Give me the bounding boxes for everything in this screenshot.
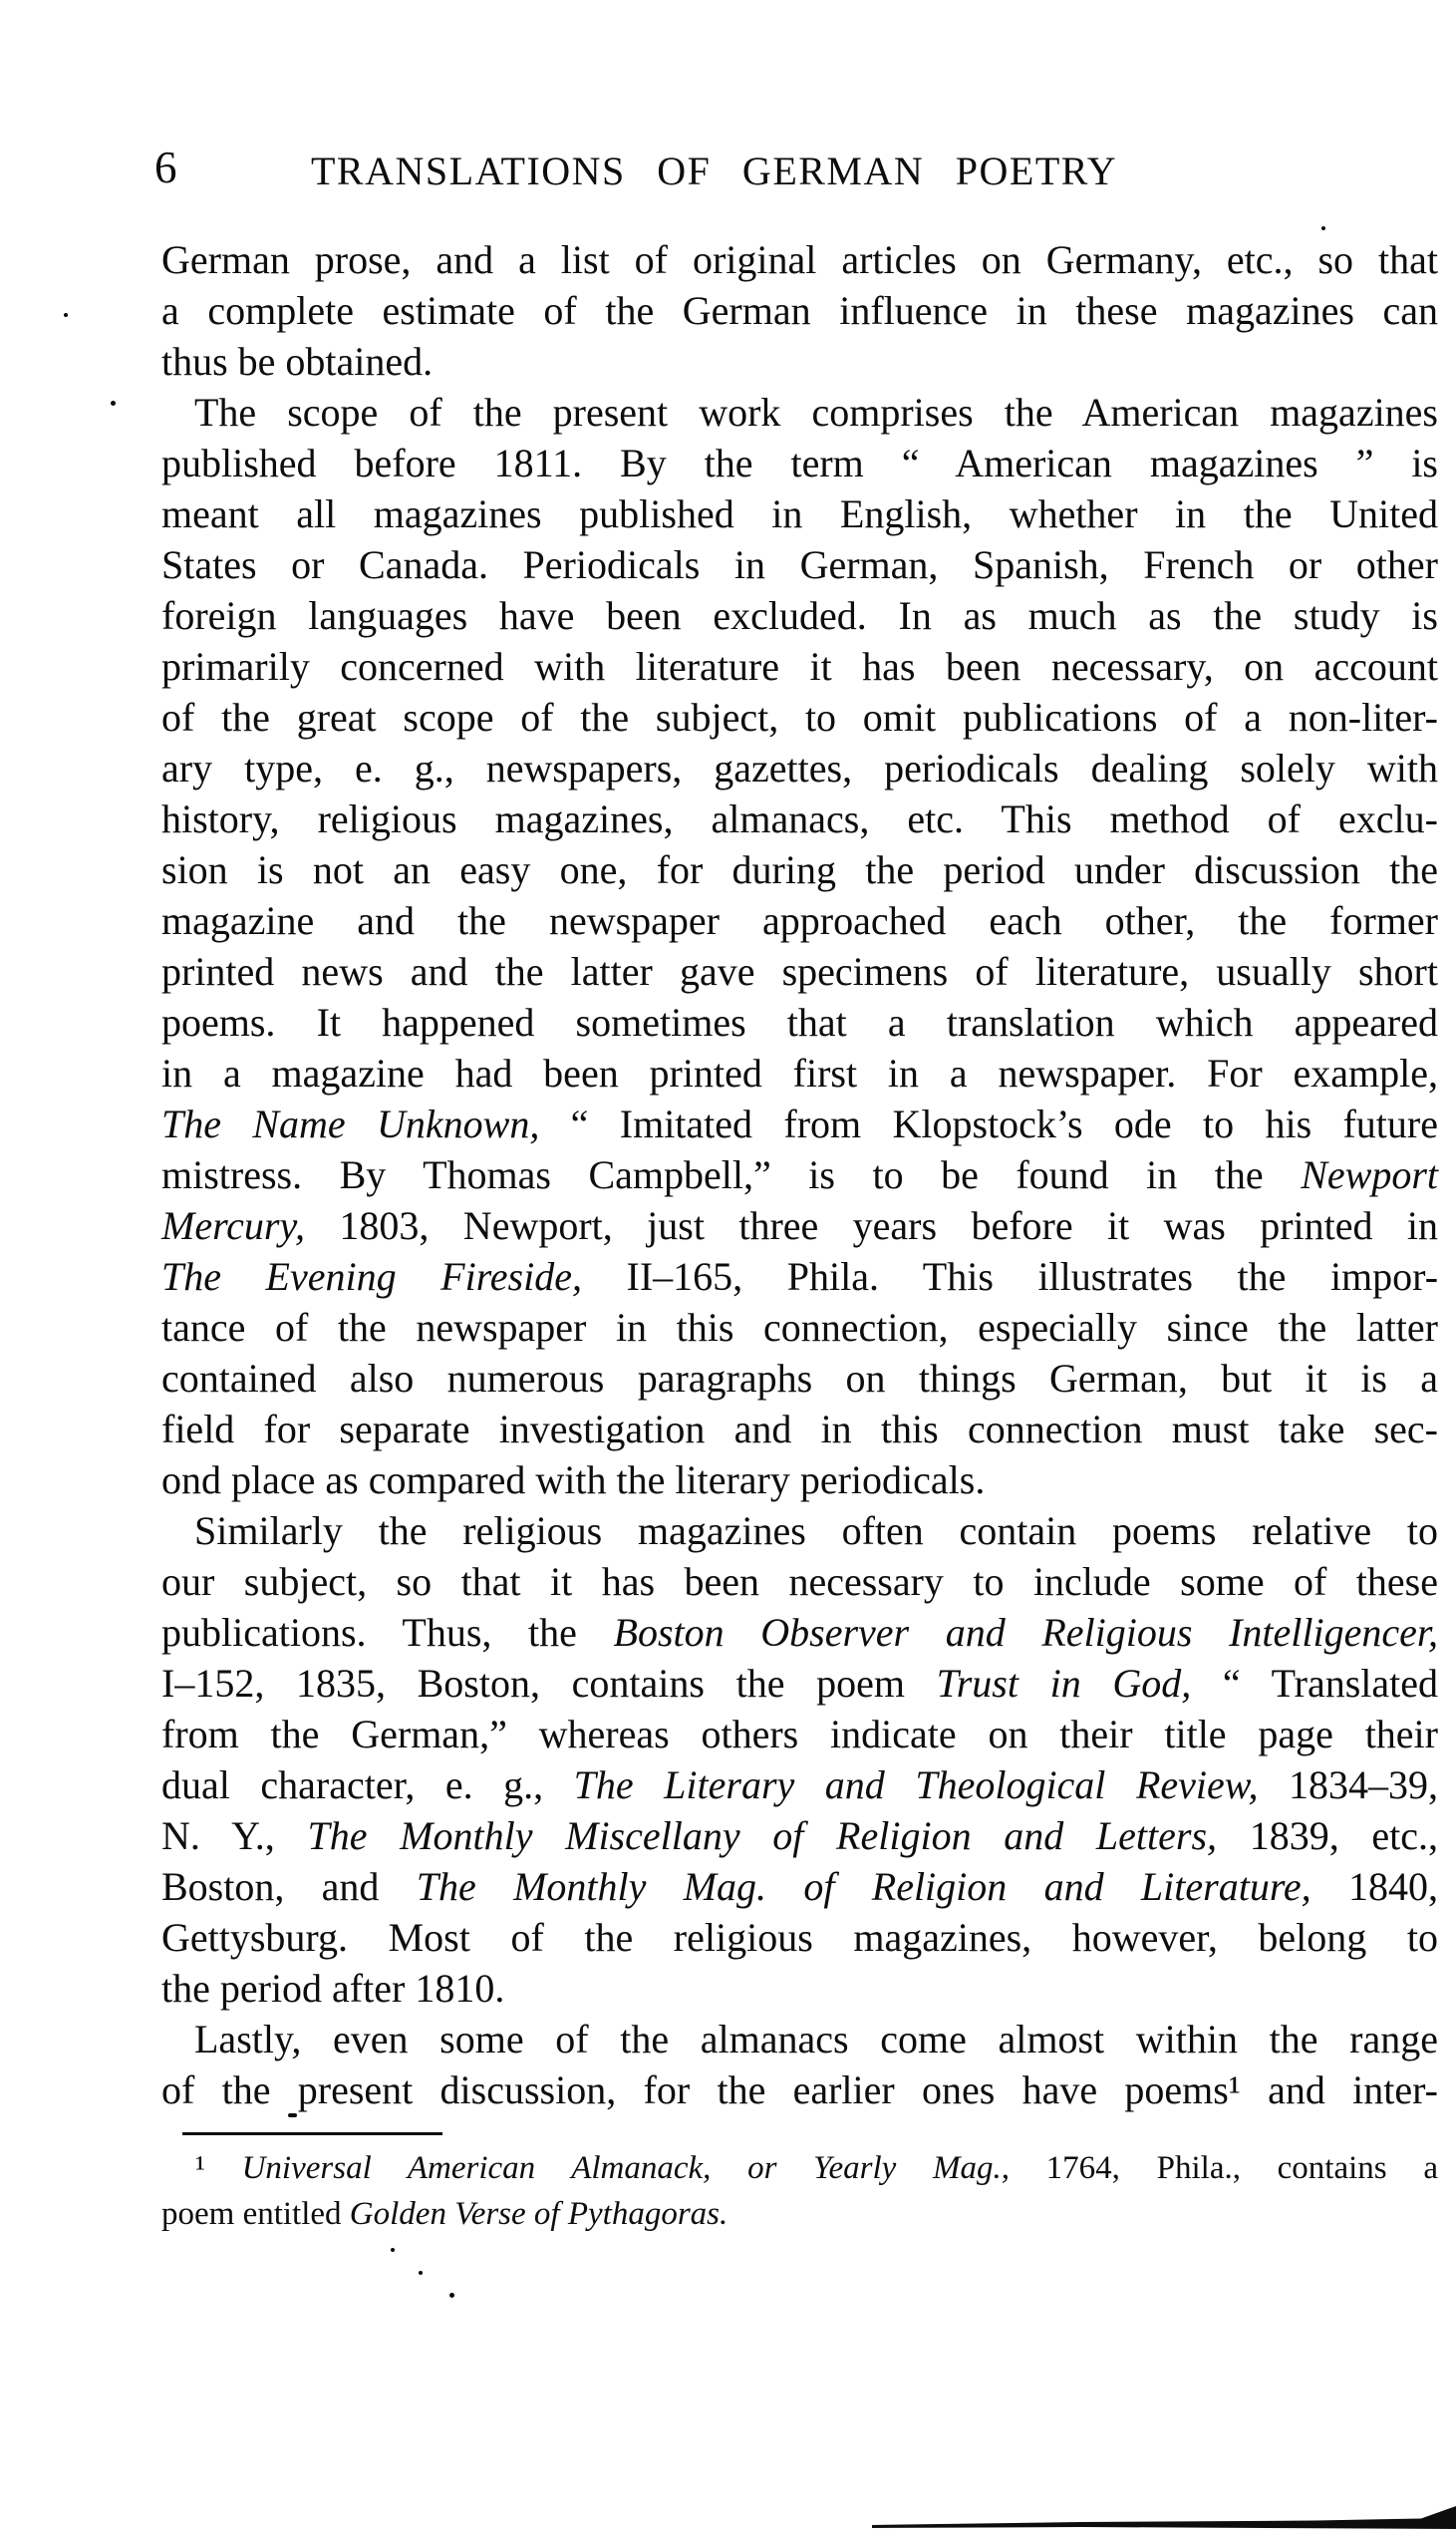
scan-speck: [288, 2113, 297, 2117]
text-segment: “ Translated: [1191, 1661, 1439, 1706]
italic-title-text: The Evening Fireside,: [161, 1254, 582, 1299]
text-line: [161, 1251, 1438, 1302]
text-line: [161, 539, 1438, 590]
text-line: [161, 234, 1438, 285]
paragraph: [161, 1505, 1438, 2014]
text-line: [161, 1404, 1438, 1454]
text-line: [161, 1963, 1438, 2014]
text-line: [161, 1759, 1438, 1810]
text-segment: 1803, Newport, just three years before it was printed in: [305, 1203, 1438, 1248]
text-line: [161, 387, 1438, 438]
text-line: [161, 1353, 1438, 1404]
text-segment: Similarly the religious magazines often contain poems relative to: [194, 1508, 1438, 1553]
text-segment: sion is not an easy one, for during the period under discussion the: [161, 847, 1438, 892]
text-segment: Lastly, even some of the almanacs come almost within the range: [194, 2017, 1438, 2061]
text-line: [161, 1099, 1438, 1149]
text-line: [161, 2191, 1438, 2237]
text-line: [161, 1200, 1438, 1251]
scan-speck: [449, 2293, 454, 2298]
text-line: [161, 1861, 1438, 1912]
text-segment: contained also numerous paragraphs on things German, but it is a: [161, 1356, 1438, 1401]
text-line: [161, 1556, 1438, 1607]
text-line: [161, 2145, 1438, 2191]
text-segment: 1764, Phila., contains a: [1009, 2150, 1438, 2186]
text-segment: meant all magazines published in English, whether in the United: [161, 491, 1438, 536]
running-title: TRANSLATIONS OF GERMAN POETRY: [311, 149, 1118, 193]
text-segment: in a magazine had been printed first in a newspaper. For example,: [161, 1051, 1438, 1096]
italic-title-text: Newport: [1301, 1152, 1438, 1197]
text-line: [161, 895, 1438, 946]
text-segment: field for separate investigation and in this connection must take sec-: [161, 1407, 1438, 1451]
text-line: [161, 488, 1438, 539]
text-segment: thus be obtained.: [161, 339, 434, 384]
text-segment: a complete estimate of the German influence in these magazines can: [161, 288, 1438, 333]
text-segment: German prose, and a list of original articles on Germany, etc., so that: [161, 237, 1438, 282]
scan-speck: [64, 313, 68, 317]
text-segment: ary type, e. g., newspapers, gazettes, periodicals dealing solely with: [161, 746, 1438, 791]
scan-speck: [419, 2271, 423, 2275]
text-line: [161, 1149, 1438, 1200]
text-segment: N. Y.,: [161, 1813, 308, 1858]
text-line: [161, 1454, 1438, 1505]
text-line: [161, 1810, 1438, 1861]
text-segment: tance of the newspaper in this connection, especially since the latter: [161, 1305, 1438, 1350]
text-line: [161, 692, 1438, 743]
text-line: [161, 1302, 1438, 1353]
paragraph: [161, 234, 1438, 387]
text-segment: 1839, etc.,: [1217, 1813, 1439, 1858]
text-line: [161, 438, 1438, 488]
text-line: [161, 793, 1438, 844]
text-segment: mistress. By Thomas Campbell,” is to be found in the: [161, 1152, 1302, 1197]
text-line: [161, 336, 1438, 387]
text-segment: ¹: [195, 2150, 242, 2186]
text-segment: Boston, and: [161, 1864, 417, 1909]
italic-title-text: Mercury,: [161, 1203, 306, 1248]
text-segment: poem entitled: [161, 2196, 350, 2232]
text-segment: printed news and the latter gave specimens of literature, usually short: [161, 949, 1438, 994]
footnote: [161, 2145, 1438, 2237]
text-segment: States or Canada. Periodicals in German, Spanish, French or other: [161, 542, 1438, 587]
text-line: [161, 590, 1438, 641]
text-segment: ond place as compared with the literary periodicals.: [161, 1457, 986, 1502]
italic-title-text: The Monthly Mag. of Religion and Literature,: [416, 1864, 1311, 1909]
italic-title-text: Universal American Almanack, or Yearly Mag.,: [241, 2150, 1010, 2186]
text-segment: magazine and the newspaper approached each other, the former: [161, 898, 1438, 943]
text-segment: of the great scope of the subject, to omit publications of a non-liter-: [161, 695, 1438, 740]
italic-title-text: The Literary and Theological Review,: [573, 1762, 1259, 1807]
text-segment: foreign languages have been excluded. In as much as the study is: [161, 593, 1438, 638]
text-segment: 1840,: [1310, 1864, 1438, 1909]
scan-artifact-edge-line: [0, 2492, 1456, 2532]
scan-speck: [1321, 226, 1325, 230]
paragraph: [161, 2014, 1438, 2115]
text-line: [161, 1048, 1438, 1099]
text-segment: poems. It happened sometimes that a translation which appeared: [161, 1000, 1438, 1045]
italic-title-text: The Monthly Miscellany of Religion and Letters,: [307, 1813, 1218, 1858]
italic-title-text: Golden Verse of Pythagoras.: [349, 2196, 728, 2232]
text-line: [161, 1607, 1438, 1658]
text-line: [161, 1709, 1438, 1759]
paragraph: [161, 387, 1438, 1505]
text-segment: I–152, 1835, Boston, contains the poem: [161, 1661, 937, 1706]
text-line: [161, 946, 1438, 997]
text-line: [161, 2064, 1438, 2115]
page-body: [161, 234, 1438, 2115]
text-line: [161, 2014, 1438, 2064]
text-segment: from the German,” whereas others indicate on their title page their: [161, 1712, 1438, 1756]
italic-title-text: Trust in God,: [936, 1661, 1192, 1706]
text-line: [161, 844, 1438, 895]
text-line: [161, 1505, 1438, 1556]
text-segment: published before 1811. By the term “ American magazines ” is: [161, 441, 1438, 485]
text-segment: II–165, Phila. This illustrates the impor-: [581, 1254, 1439, 1299]
text-segment: dual character, e. g.,: [161, 1762, 574, 1807]
italic-title-text: Boston Observer and Religious Intelligencer,: [613, 1610, 1439, 1655]
scan-speck: [391, 2248, 395, 2252]
page-number: 6: [154, 143, 177, 192]
text-segment: our subject, so that it has been necessary to include some of these: [161, 1559, 1438, 1604]
text-line: [161, 743, 1438, 793]
text-segment: Gettysburg. Most of the religious magazines, however, belong to: [161, 1915, 1438, 1960]
scan-speck: [111, 401, 116, 406]
text-segment: primarily concerned with literature it has been necessary, on account: [161, 644, 1438, 689]
italic-title-text: The Name Unknown,: [161, 1102, 540, 1146]
text-segment: “ Imitated from Klopstock’s ode to his future: [539, 1102, 1438, 1146]
text-segment: the period after 1810.: [161, 1966, 505, 2011]
text-line: [161, 285, 1438, 336]
text-segment: 1834–39,: [1258, 1762, 1438, 1807]
footnote-rule: [182, 2132, 442, 2135]
text-line: [161, 641, 1438, 692]
text-segment: publications. Thus, the: [161, 1610, 614, 1655]
text-segment: of the present discussion, for the earlier ones have poems¹ and inter-: [161, 2067, 1438, 2112]
text-line: [161, 997, 1438, 1048]
text-line: [161, 1658, 1438, 1709]
text-line: [161, 1912, 1438, 1963]
text-segment: The scope of the present work comprises the American magazines: [194, 390, 1438, 435]
text-segment: history, religious magazines, almanacs, etc. This method of exclu-: [161, 796, 1438, 841]
